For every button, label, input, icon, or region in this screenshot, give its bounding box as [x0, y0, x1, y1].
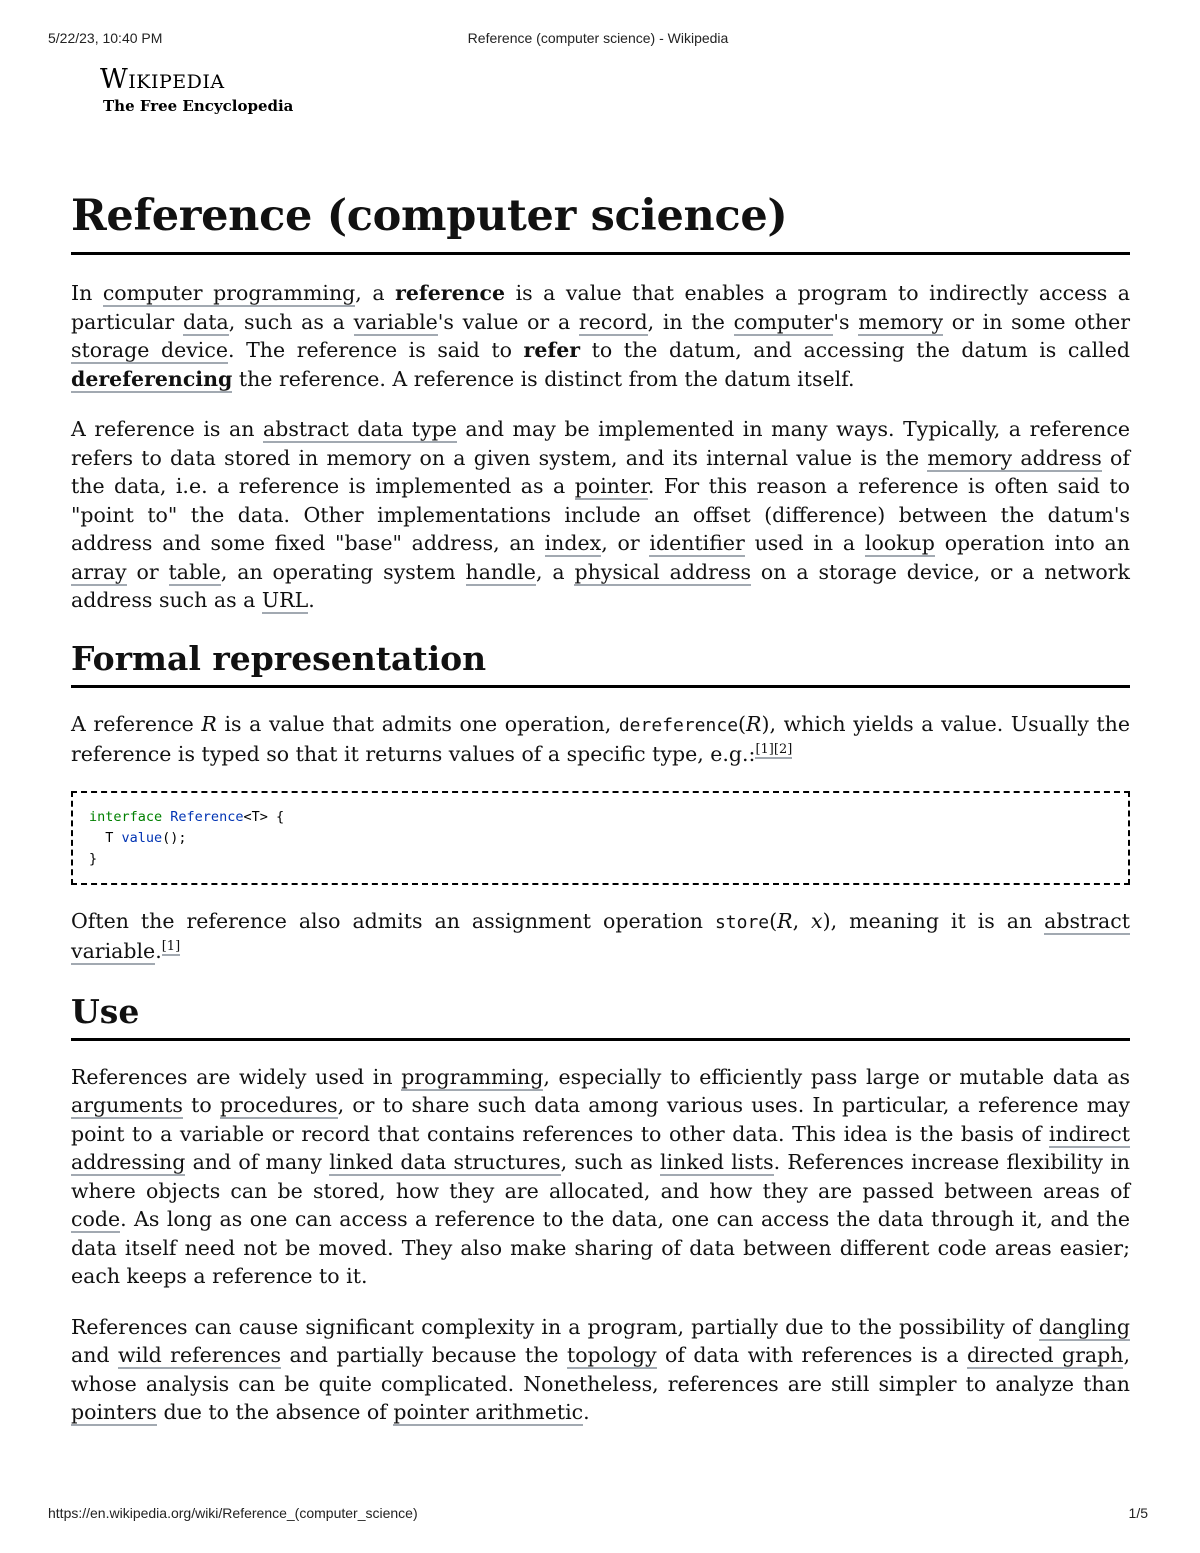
link-dangling[interactable]: dangling [1038, 1314, 1130, 1339]
use-paragraph-1: References are widely used in programming, especially to efficiently pass large or mutable data as arguments to procedures, or to share such data among various uses. In particular, a reference may point to a variable or record that contains references to other data. This idea is the basis of indirect addressing and of many linked data structures, such as linked lists. References increase flexibility in where objects can be stored, how they are allocated, and how they are passed between areas of code. As long as one can access a reference to the data, one can access the data through it, and the data itself need not be moved. They also make sharing of data between different code areas easier; each keeps a reference to it. [71, 1064, 1130, 1288]
print-header [48, 30, 1148, 50]
link-data[interactable]: data [182, 309, 229, 334]
link-dereferencing[interactable]: dereferencing [71, 366, 233, 391]
section-heading-use: Use [71, 990, 1130, 1041]
link-abstract-data-type[interactable]: abstract data type [262, 417, 457, 441]
wikipedia-logo[interactable] [100, 66, 293, 114]
print-page-number: 1/5 [1128, 1505, 1148, 1521]
citation-1[interactable]: [1] [755, 742, 774, 757]
link-topology[interactable]: topology [566, 1343, 657, 1367]
link-identifier[interactable]: identifier [649, 531, 745, 555]
formal-paragraph-1: A reference R is a value that admits one operation, dereference(R), which yields a value. Usually the reference is typed so that it returns values of a specific type, e.g.:[1][2] [71, 711, 1130, 766]
intro-paragraph-1: In computer programming, a reference is a value that enables a program to indirectly access a particular data, such as a variable's value or a record, in the computer's memory or in some other storage device. The reference is said to refer to the datum, and accessing the datum is called dereferencing the reference. A reference is distinct from the datum itself. [71, 281, 1130, 391]
link-storage-device[interactable]: storage device [71, 338, 228, 362]
term-reference: reference [395, 281, 506, 305]
link-memory-address[interactable]: memory address [927, 445, 1102, 470]
link-variable[interactable]: variable [353, 309, 438, 334]
link-handle[interactable]: handle [465, 559, 536, 584]
link-memory[interactable]: memory [858, 309, 944, 334]
link-procedures[interactable]: procedures [219, 1093, 338, 1117]
code-block: interface Reference<T> { T value(); } [71, 791, 1130, 885]
link-abstract-variable[interactable]: abstract variable [71, 908, 1130, 963]
link-linked-data-structures[interactable]: linked data structures [329, 1150, 561, 1174]
article-content [71, 188, 1130, 1427]
print-datetime: 5/22/23, 10:40 PM [48, 30, 163, 46]
formal-paragraph-2: Often the reference also admits an assignment operation store(R, x), meaning it is an abstract variable.[1] [71, 908, 1130, 963]
link-linked-lists[interactable]: linked lists [660, 1150, 774, 1174]
link-arguments[interactable]: arguments [71, 1093, 183, 1117]
link-computer[interactable]: computer [733, 309, 834, 334]
link-table[interactable]: table [168, 559, 221, 584]
link-lookup[interactable]: lookup [864, 531, 935, 555]
term-refer: refer [523, 338, 581, 362]
link-programming[interactable]: programming [401, 1064, 544, 1089]
link-code[interactable]: code [71, 1207, 121, 1231]
link-url[interactable]: URL [261, 588, 309, 612]
link-directed-graph[interactable]: directed graph [967, 1343, 1124, 1367]
link-pointer-arithmetic[interactable]: pointer arithmetic [393, 1400, 584, 1424]
link-array[interactable]: array [71, 559, 127, 584]
section-heading-formal-representation: Formal representation [71, 637, 1130, 688]
code-dereference: dereference [618, 714, 739, 736]
print-url: https://en.wikipedia.org/wiki/Reference_(computer_science) [48, 1505, 418, 1521]
intro-paragraph-2: A reference is an abstract data type and may be implemented in many ways. Typically, a reference refers to data stored in memory on a given system, and its internal value is the memory address of the data, i.e. a reference is implemented as a pointer. For this reason a reference is often said to "point to" the data. Other implementations include an offset (difference) between the datum's address and some fixed "base" address, an index, or identifier used in a lookup operation into an array or table, an operating system handle, a physical address on a storage device, or a network address such as a URL. [71, 417, 1130, 612]
link-physical-address[interactable]: physical address [574, 559, 752, 584]
logo-wordmark: Wikipedia [100, 64, 225, 95]
citation-1b[interactable]: [1] [161, 939, 181, 954]
link-index[interactable]: index [544, 531, 602, 555]
link-indirect-addressing[interactable]: indirect addressing [71, 1121, 1130, 1174]
link-computer-programming[interactable]: computer programming [102, 281, 356, 305]
link-wild-references[interactable]: wild references [117, 1343, 282, 1367]
link-record[interactable]: record [578, 309, 648, 334]
logo-tagline: The Free Encyclopedia [103, 97, 294, 115]
print-footer [48, 1505, 1148, 1525]
link-pointers[interactable]: pointers [71, 1400, 157, 1424]
link-pointer[interactable]: pointer [574, 474, 648, 498]
print-page-title: Reference (computer science) - Wikipedia [467, 30, 729, 46]
code-store: store [714, 911, 770, 933]
page-title: Reference (computer science) [71, 188, 1130, 255]
citation-2[interactable]: [2] [773, 742, 793, 757]
use-paragraph-2: References can cause significant complexity in a program, partially due to the possibility of dangling and wild references and partially because the topology of data with references is a directed graph, whose analysis can be quite complicated. Nonetheless, references are still simpler to analyze than pointers due to the absence of pointer arithmetic. [71, 1314, 1130, 1424]
